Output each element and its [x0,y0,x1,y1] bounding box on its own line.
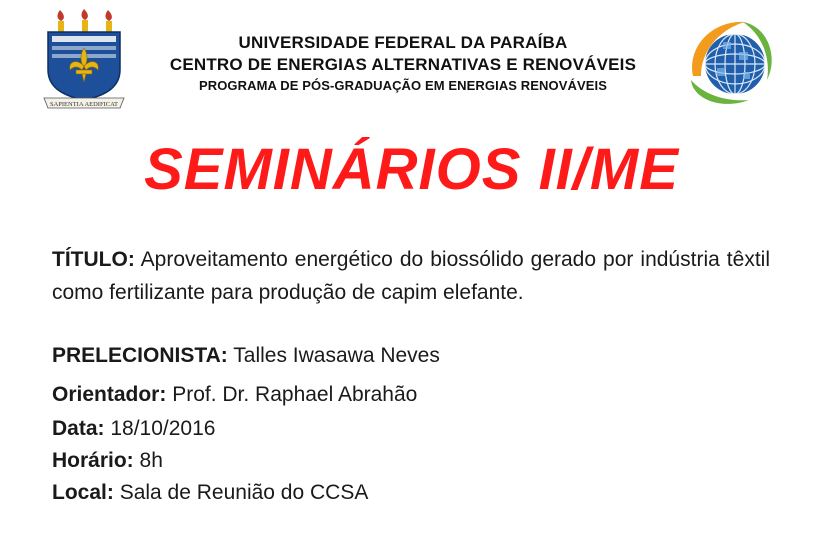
prelecionista-line [52,342,440,370]
crest-motto: SAPIENTIA AEDIFICAT [49,101,119,108]
globe-grid-icon [683,16,779,108]
horario-value: 8h [139,449,163,472]
talk-title-paragraph [52,243,770,309]
university-name: UNIVERSIDADE FEDERAL DA PARAÍBA [238,33,568,52]
event-title: SEMINÁRIOS II/ME [144,137,679,202]
orientador-value: Prof. Dr. Raphael Abrahão [172,383,418,406]
orientador-line [52,381,417,409]
local-line [52,479,368,507]
data-label: Data: [52,417,105,440]
data-value: 18/10/2016 [110,417,216,440]
titulo-value: Aproveitamento energético do biossólido gerado por indústria têxtil como fertilizante para produção de capim elefante. [52,248,770,304]
prelecionista-value: Talles Iwasawa Neves [233,344,440,367]
horario-line [52,447,163,475]
program-name: PROGRAMA DE PÓS-GRADUAÇÃO EM ENERGIAS RENOVÁVEIS [198,78,608,93]
titulo-label: TÍTULO: [52,248,135,271]
data-line [52,415,215,443]
local-label: Local: [52,481,114,504]
center-name: CENTRO DE ENERGIAS ALTERNATIVAS E RENOVÁVEIS [169,55,637,74]
institution-header [130,32,676,96]
orientador-label: Orientador: [52,383,167,406]
program-globe-logo [683,16,779,108]
horario-label: Horário: [52,449,134,472]
local-value: Sala de Reunião do CCSA [119,481,369,504]
ufpb-crest-icon [42,8,126,112]
prelecionista-label: PRELECIONISTA: [52,344,228,367]
university-crest-logo [42,8,126,112]
